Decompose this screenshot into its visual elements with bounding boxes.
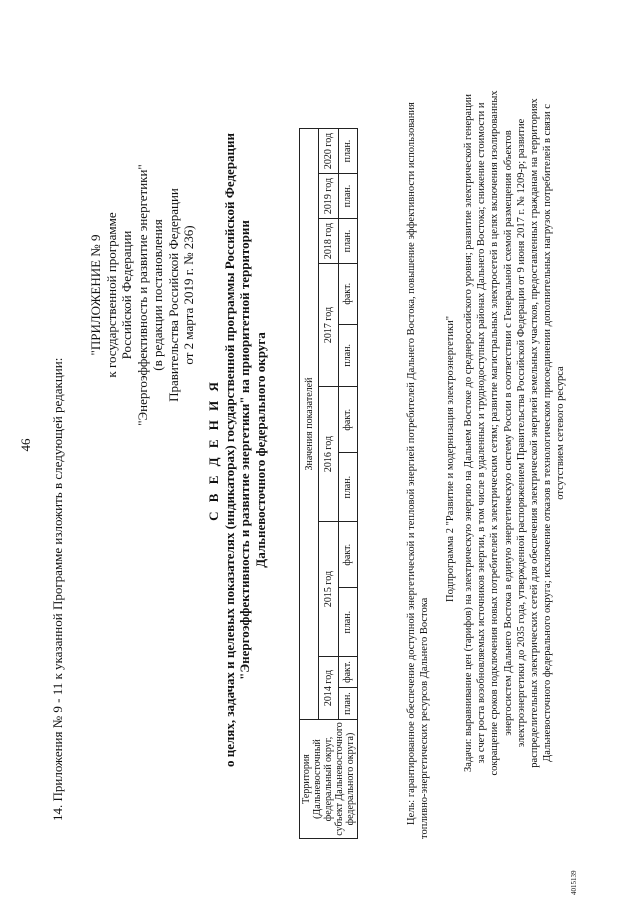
intro-paragraph: 14. Приложения № 9 - 11 к указанной Программе изложить в следующей редакции: — [50, 357, 65, 821]
appendix-line: Российской Федерации — [119, 230, 134, 360]
fact-header: факт. — [338, 264, 357, 325]
tasks-line: за счет роста возобновляемых источников энергии, в том числе в удаленных и труднодоступных районах Дальнего Востока; снижение стоимости и — [476, 102, 488, 764]
plan-header: план. — [338, 688, 357, 720]
title-heading: С В Е Д Е Н И Я — [206, 379, 221, 521]
title-line: "Энергоэффективность и развитие энергетики" на приоритетной территории — [237, 220, 252, 680]
subprogram-heading: Подпрограмма 2 "Развитие и модернизация электроэнергетики" — [445, 315, 456, 603]
plan-header: план. — [338, 453, 357, 522]
appendix-header — [88, 125, 197, 465]
fact-header: факт. — [338, 657, 357, 688]
title-line: Дальневосточного федерального округа — [252, 332, 268, 568]
plan-header: план. — [338, 324, 357, 386]
tasks-line: электроэнергетики до 2035 года, утвержденной распоряжением Правительства Российской Федерации от 9 июня 2017 г. № 1209-р; развитие — [515, 118, 527, 748]
tasks-line: Дальневосточного федерального округа; исключение отказов в технологическом присоединении дополнительных нагрузок потребителей в связи с — [542, 104, 554, 762]
territory-header: Территория (Дальневосточный федеральный округ, субъект Дальневосточного федерального округа) — [300, 720, 358, 839]
year-header: 2014 год — [319, 657, 338, 720]
fact-header: факт. — [338, 522, 357, 588]
tasks-line: распределительных электрических сетей для обеспечения электрической энергией земельных участков, предоставленных гражданам на территориях — [529, 98, 541, 768]
tasks-line: Задачи: выравнивание цен (тарифов) на электрическую энергию на Дальнем Востоке до среднероссийского уровня; развитие электрической генерации — [463, 94, 474, 772]
year-header: 2020 год — [319, 129, 338, 174]
table-header-row — [300, 129, 319, 839]
appendix-line: от 2 марта 2019 г. № 236) — [181, 225, 196, 365]
year-header: 2017 год — [319, 264, 338, 387]
fact-header: факт. — [338, 387, 357, 453]
year-header: 2015 год — [319, 522, 338, 657]
tasks-line: сокращение сроков подключения новых потребителей к электрическим сетям; развитие магистральных электросетей в целях включения изолированных — [489, 90, 501, 776]
plan-header: план. — [338, 174, 357, 219]
appendix-line: "Энергоэффективность и развитие энергетики" — [134, 164, 150, 426]
title-line: о целях, задачах и целевых показателях (индикаторах) государственной программы Российской Федерации — [221, 132, 237, 768]
year-header: 2016 год — [319, 387, 338, 522]
plan-header: план. — [338, 129, 357, 174]
page-number: 46 — [18, 438, 33, 452]
appendix-line: Правительства Российской Федерации — [165, 188, 181, 402]
values-header: Значения показателей — [300, 129, 319, 720]
goal-paragraph: Цель: гарантированное обеспечение доступной энергетической и тепловой энергией потребителей Дальнего Востока, повышение эффективности использования топливно-энергетических ресурсов Дальнего Востока — [406, 102, 430, 839]
tasks-line: энергосистем Дальнего Востока в единую энергетическую систему России в соответствии с Генеральной схемой размещения объектов — [502, 130, 514, 736]
plan-header: план. — [338, 219, 357, 264]
indicators-table — [299, 128, 358, 839]
tasks-line: отсутствием сетевого ресурса — [555, 366, 567, 500]
appendix-line: к государственной программе — [103, 212, 119, 378]
year-header: 2019 год — [319, 174, 338, 219]
year-header: 2018 год — [319, 219, 338, 264]
appendix-line: (в редакции постановления — [150, 219, 165, 371]
document-id: 4015139 — [570, 870, 578, 895]
tasks-paragraph — [462, 27, 568, 839]
appendix-line: "ПРИЛОЖЕНИЕ № 9 — [88, 234, 103, 356]
plan-header: план. — [338, 588, 357, 657]
document-title — [206, 115, 268, 785]
